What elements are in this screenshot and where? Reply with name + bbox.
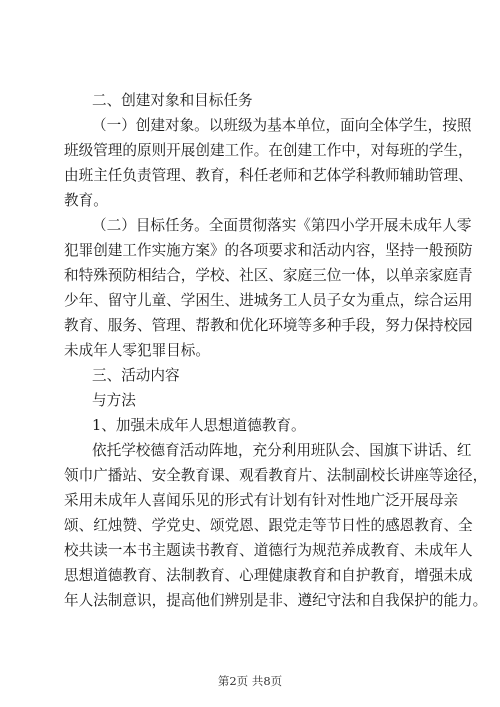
paragraph-line: 思想道德教育、法制教育、心理健康教育和自护教育，增强未成	[64, 567, 473, 584]
paragraph-line: 依托学校德育活动阵地，充分利用班队会、国旗下讲话、红	[92, 442, 472, 459]
document-body	[64, 88, 488, 613]
paragraph-line: 未成年人零犯罪目标。	[64, 342, 210, 359]
paragraph-line: 年人法制意识，提高他们辨别是非、遵纪守法和自我保护的能力。	[64, 592, 488, 609]
paragraph-line: 采用未成年人喜闻乐见的形式有计划有针对性地广泛开展母亲	[64, 492, 459, 509]
paragraph-line: 班级管理的原则开展创建工作。在创建工作中，对每班的学生，	[64, 142, 473, 159]
paragraph-line: （二）目标任务。全面贯彻落实《第四小学开展未成年人零	[92, 217, 472, 234]
paragraph-line: 犯罪创建工作实施方案》的各项要求和活动内容，坚持一般预防	[64, 242, 473, 259]
paragraph-line: 校共读一本书主题读书教育、道德行为规范养成教育、未成年人	[64, 542, 473, 559]
section-heading-3-continued: 与方法	[92, 392, 136, 409]
section-heading-3: 三、活动内容	[92, 367, 180, 384]
paragraph-line: 领巾广播站、安全教育课、观看教育片、法制副校长讲座等途径，	[64, 467, 488, 484]
paragraph-line: 和特殊预防相结合，学校、社区、家庭三位一体，以单亲家庭青	[64, 267, 473, 284]
subsection-heading: 1、加强未成年人思想道德教育。	[92, 417, 306, 434]
paragraph-line: （一）创建对象。以班级为基本单位，面向全体学生，按照	[92, 117, 472, 134]
paragraph-line: 教育。	[64, 192, 108, 209]
page-number-footer: 第2页 共8页	[217, 674, 283, 688]
section-heading-2: 二、创建对象和目标任务	[92, 92, 253, 109]
paragraph-line: 由班主任负责管理、教育，科任老师和艺体学科教师辅助管理、	[64, 167, 473, 184]
paragraph-line: 教育、服务、管理、帮教和优化环境等多种手段，努力保持校园	[64, 317, 473, 334]
paragraph-line: 少年、留守儿童、学困生、进城务工人员子女为重点，综合运用	[64, 292, 473, 309]
paragraph-line: 颂、红烛赞、学党史、颂党恩、跟党走等节日性的感恩教育、全	[64, 517, 473, 534]
